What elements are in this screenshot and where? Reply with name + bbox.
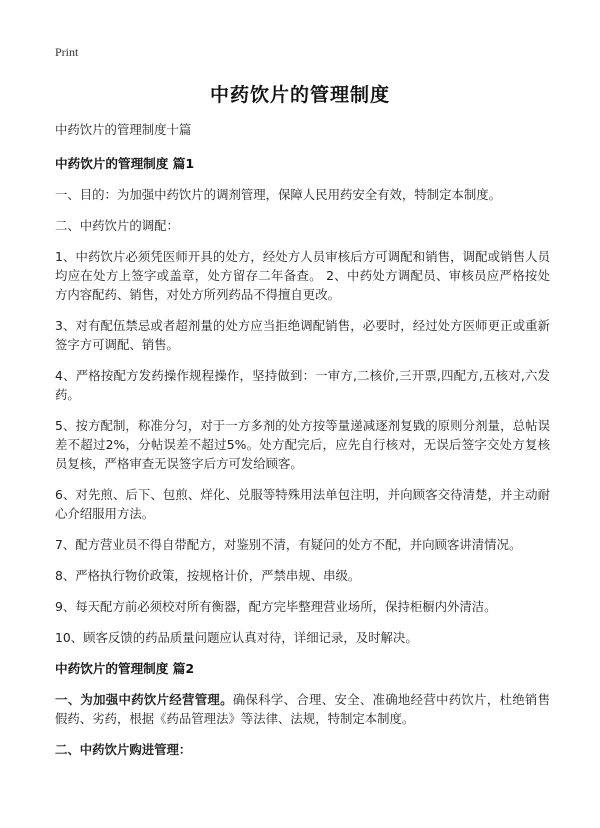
paragraph: 二、中药饮片的调配：	[55, 218, 179, 233]
paragraph-lead: 一、为加强中药饮片经营管理。	[55, 692, 233, 707]
paragraph: 5、按方配制，称准分匀，对于一方多剂的处方按等量递减逐剂复戥的原则分剂量，总帖误差不超过2%，分帖误差不超过5%。处方配完后，应先自行核对，无误后签字交处方复核员复核，严格审查无误签字后方可发给顾客。	[55, 418, 550, 471]
section-heading-1: 中药饮片的管理制度 篇1	[55, 156, 195, 171]
paragraph: 8、严格执行物价政策，按规格计价，严禁串规、串级。	[55, 568, 361, 583]
paragraph: 6、对先煎、后下、包煎、烊化、兑服等特殊用法单包注明，并向顾客交待清楚，并主动耐心介绍服用方法。	[55, 487, 550, 521]
paragraph: 1、中药饮片必须凭医师开具的处方，经处方人员审核后方可调配和销售，调配或销售人员均应在处方上签字或盖章，处方留存二年备查。 2、中药处方调配员、审核员应严格按处方内容配药、销售，对处方所列药品不得擅自更改。	[55, 249, 550, 302]
document-body	[55, 120, 550, 771]
paragraph: 一、目的：为加强中药饮片的调剂管理，保障人民用药安全有效，特制定本制度。	[55, 187, 502, 202]
paragraph-text: 确保科学、合理、安全、准确地经营中药饮片，杜绝销售假药、劣药，根据《药品管理法》等法律、法规，特制定本制度。	[55, 692, 551, 726]
document-title: 中药饮片的管理制度	[209, 84, 390, 106]
paragraph: 10、顾客反馈的药品质量问题应认真对待，详细记录，及时解决。	[55, 630, 418, 645]
paragraph	[55, 690, 550, 728]
paragraph: 7、配方营业员不得自带配方，对鉴别不清，有疑问的处方不配，并向顾客讲清情况。	[55, 537, 522, 552]
paragraph: 3、对有配伍禁忌或者超剂量的处方应当拒绝调配销售，必要时，经过处方医师更正或重新签字方可调配、销售。	[55, 318, 550, 352]
paragraph: 4、严格按配方发药操作规程操作，坚持做到：一审方,二核价,三开票,四配方,五核对,六发药。	[55, 368, 550, 402]
document-subtitle: 中药饮片的管理制度十篇	[55, 122, 192, 137]
section-heading-2: 中药饮片的管理制度 篇2	[55, 661, 195, 676]
paragraph: 二、中药饮片购进管理：	[55, 742, 192, 757]
print-link[interactable]: Print	[55, 45, 79, 59]
paragraph: 9、每天配方前必须校对所有衡器，配方完毕整理营业场所，保持柜橱内外清洁。	[55, 599, 497, 614]
